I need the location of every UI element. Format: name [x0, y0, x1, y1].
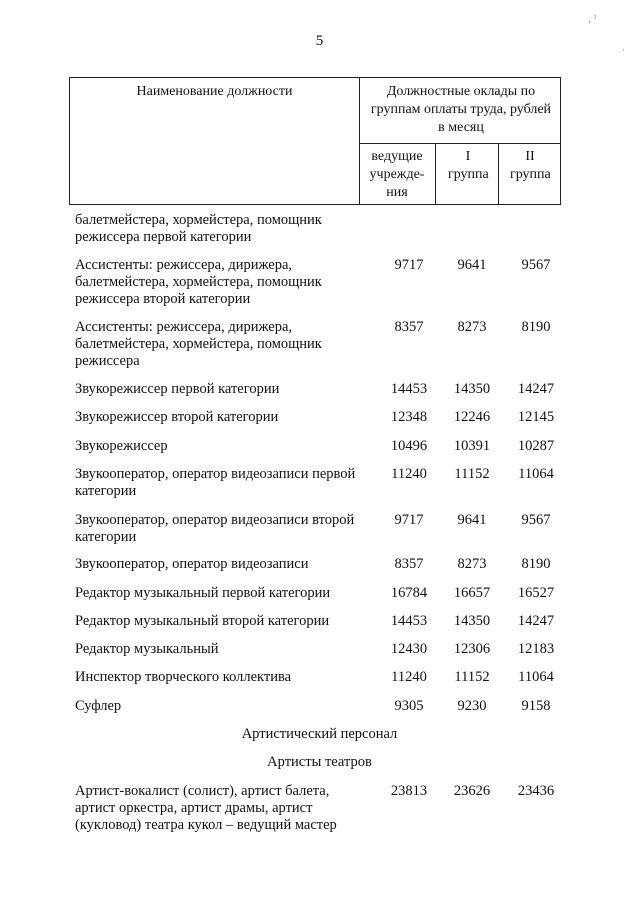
position-name: Звукорежиссер: [75, 438, 168, 454]
salary-leading: 11240: [391, 466, 427, 482]
position-name: Звукооператор, оператор видеозаписи: [75, 556, 309, 572]
col-name-header: Наименование должности: [136, 84, 293, 99]
salary-leading: 14453: [390, 381, 428, 397]
salary-group2: 10287: [517, 438, 555, 454]
salary-group1: 12306: [453, 641, 491, 657]
position-name: Звукорежиссер первой категории: [75, 381, 280, 397]
salary-group1: 9641: [457, 512, 487, 528]
position-name: Артист-вокалист (солист), артист балета, артист оркестра, артист драмы, артист (кукловод) театра кукол – ведущий мастер: [75, 783, 337, 833]
scan-speck: ‚ ˀ: [588, 14, 597, 25]
salary-leading: 9717: [394, 257, 424, 273]
page-number: 5: [315, 33, 324, 49]
salary-group1: 11152: [454, 466, 490, 482]
position-name: Звукооператор, оператор видеозаписи второй категории: [75, 512, 355, 545]
salary-group1: 14350: [453, 381, 491, 397]
scan-speck: ˌ: [622, 40, 626, 51]
position-name: Ассистенты: режиссера, дирижера, балетмейстера, хормейстера, помощник режиссера второй категории: [75, 257, 322, 307]
col-leading-header: ведущие учрежде-ния: [369, 149, 425, 200]
salary-group2: 16527: [517, 585, 555, 601]
salary-group1: 16657: [453, 585, 491, 601]
salary-group1: 10391: [453, 438, 491, 454]
salary-group1: 9641: [457, 257, 487, 273]
salary-leading: 9305: [394, 698, 424, 714]
salary-leading: 9717: [394, 512, 424, 528]
salary-group2: 9567: [521, 512, 551, 528]
salary-leading: 10496: [390, 438, 428, 454]
salary-group1: 11152: [454, 669, 490, 685]
position-name: Инспектор творческого коллектива: [75, 669, 292, 685]
position-name: балетмейстера, хормейстера, помощник режиссера первой категории: [75, 212, 322, 245]
salary-leading: 11240: [391, 669, 427, 685]
salary-group2: 14247: [517, 381, 555, 397]
salary-leading: 12430: [390, 641, 428, 657]
section-heading-artistic-staff: Артистический персонал: [241, 726, 398, 742]
position-name: Редактор музыкальный второй категории: [75, 613, 330, 629]
col-group1-header: I группа: [448, 149, 489, 182]
salary-group2: 12145: [517, 409, 555, 425]
salary-group1: 23626: [453, 783, 491, 799]
salary-group2: 14247: [517, 613, 555, 629]
salary-leading: 8357: [394, 556, 424, 572]
section-heading-theatre-artists: Артисты театров: [267, 754, 372, 770]
salary-leading: 23813: [390, 783, 428, 799]
salary-group1: 8273: [457, 556, 487, 572]
salary-leading: 14453: [390, 613, 428, 629]
salary-leading: 12348: [390, 409, 428, 425]
salary-leading: 16784: [390, 585, 428, 601]
salary-group1: 14350: [453, 613, 491, 629]
col-group2-header: II группа: [510, 149, 551, 182]
salary-group2: 11064: [518, 466, 554, 482]
position-name: Редактор музыкальный: [75, 641, 219, 657]
salary-group2: 9567: [521, 257, 551, 273]
salary-leading: 8357: [394, 319, 424, 335]
salary-group1: 8273: [457, 319, 487, 335]
salary-group1: 12246: [453, 409, 491, 425]
position-name: Редактор музыкальный первой категории: [75, 585, 331, 601]
table-header: [69, 77, 561, 205]
position-name: Суфлер: [75, 698, 122, 714]
position-name: Звукооператор, оператор видеозаписи первой категории: [75, 466, 356, 499]
salary-group2: 8190: [521, 319, 551, 335]
salary-group2: 11064: [518, 669, 554, 685]
position-name: Ассистенты: режиссера, дирижера, балетмейстера, хормейстера, помощник режиссера: [75, 319, 322, 369]
col-salary-header: Должностные оклады по группам оплаты труда, рублей в месяц: [370, 84, 552, 135]
salary-group2: 9158: [521, 698, 551, 714]
salary-group2: 12183: [517, 641, 555, 657]
salary-group2: 23436: [517, 783, 555, 799]
position-name: Звукорежиссер второй категории: [75, 409, 279, 425]
salary-group1: 9230: [457, 698, 487, 714]
salary-group2: 8190: [521, 556, 551, 572]
